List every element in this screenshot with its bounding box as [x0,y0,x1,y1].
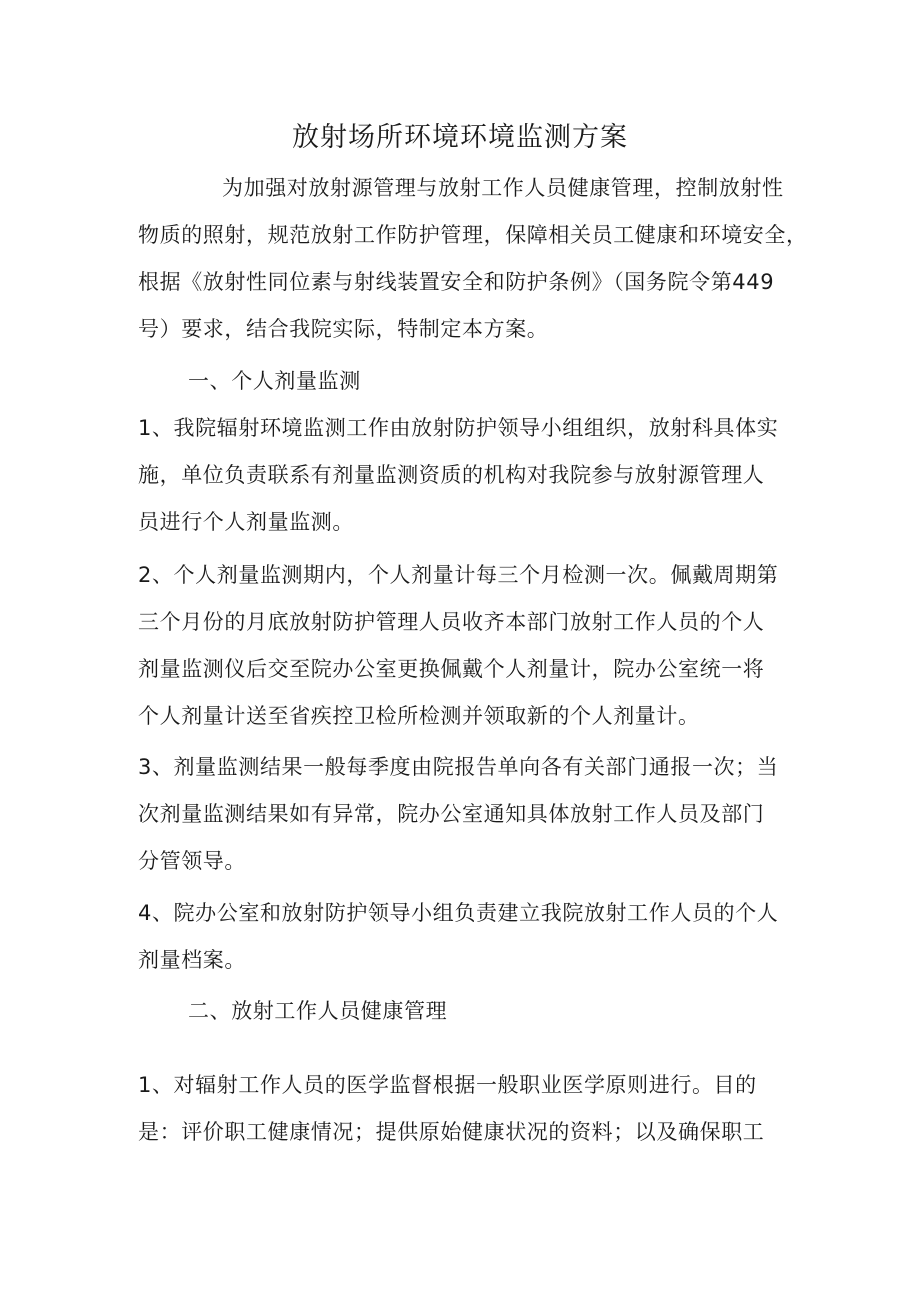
section1-line-6: 剂量监测仪后交至院办公室更换佩戴个人剂量计，院办公室统一将 [138,657,765,681]
section2-line-1: 1、对辐射工作人员的医学监督根据一般职业医学原则进行。目的 [138,1073,757,1097]
section1-line-3: 员进行个人剂量监测。 [138,510,354,534]
section-heading-2: 二、放射工作人员健康管理 [188,999,448,1023]
section1-line-10: 分管领导。 [138,849,246,873]
section1-line-9: 次剂量监测结果如有异常，院办公室通知具体放射工作人员及部门 [138,802,765,826]
section1-line-5: 三个月份的月底放射防护管理人员收齐本部门放射工作人员的个人 [138,610,765,634]
section1-line-12: 剂量档案。 [138,948,246,972]
section1-line-11: 4、院办公室和放射防护领导小组负责建立我院放射工作人员的个人 [138,901,779,925]
intro-line-1: 为加强对放射源管理与放射工作人员健康管理，控制放射性 [222,176,784,200]
intro-line-2: 物质的照射，规范放射工作防护管理，保障相关员工健康和环境安全， [138,223,808,247]
section1-line-2: 施，单位负责联系有剂量监测资质的机构对我院参与放射源管理人 [138,463,765,487]
section2-line-2: 是：评价职工健康情况；提供原始健康状况的资料；以及确保职工 [138,1120,765,1144]
section-heading-1: 一、个人剂量监测 [188,369,361,393]
intro-line-4: 号）要求，结合我院实际，特制定本方案。 [138,317,549,341]
section1-line-7: 个人剂量计送至省疾控卫检所检测并领取新的个人剂量计。 [138,704,700,728]
section1-line-1: 1、我院辐射环境监测工作由放射防护领导小组组织，放射科具体实 [138,416,779,440]
section1-line-4: 2、个人剂量监测期内，个人剂量计每三个月检测一次。佩戴周期第 [138,563,779,587]
section1-line-8: 3、剂量监测结果一般每季度由院报告单向各有关部门通报一次；当 [138,755,779,779]
intro-line-3: 根据《放射性同位素与射线装置安全和防护条例》（国务院令第449 [138,270,775,294]
document-title: 放射场所环境环境监测方案 [292,122,628,153]
